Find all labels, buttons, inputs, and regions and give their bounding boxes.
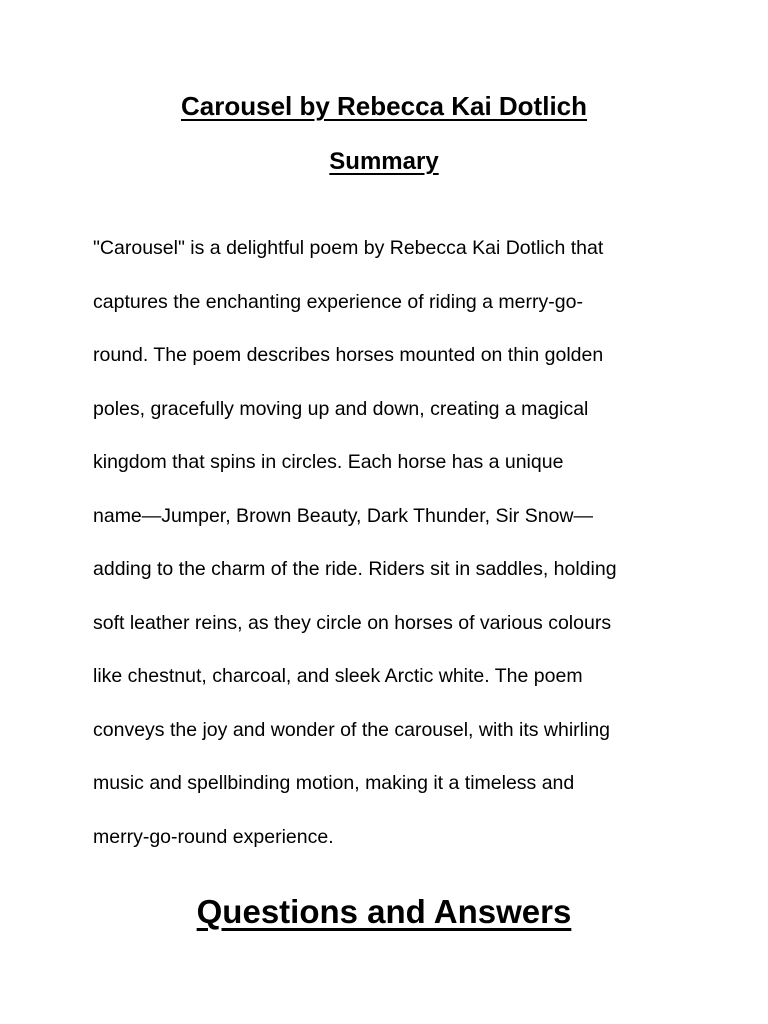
summary-line: captures the enchanting experience of riding a merry-go- <box>93 290 583 313</box>
summary-line: conveys the joy and wonder of the carousel, with its whirling <box>93 718 611 741</box>
summary-line: name—Jumper, Brown Beauty, Dark Thunder, Sir Snow— <box>93 504 594 527</box>
summary-line: poles, gracefully moving up and down, creating a magical <box>93 397 589 420</box>
document-title: Carousel by Rebecca Kai Dotlich <box>180 91 588 121</box>
summary-line: soft leather reins, as they circle on horses of various colours <box>93 611 612 634</box>
summary-line: music and spellbinding motion, making it a timeless and <box>93 772 575 794</box>
summary-line: "Carousel" is a delightful poem by Rebecca Kai Dotlich that <box>93 237 604 259</box>
summary-line: kingdom that spins in circles. Each horse has a unique <box>93 451 564 473</box>
summary-line: round. The poem describes horses mounted on thin golden <box>93 344 604 366</box>
summary-paragraph <box>93 230 693 872</box>
summary-line: merry-go-round experience. <box>93 825 334 848</box>
summary-heading: Summary <box>329 148 439 175</box>
summary-line: adding to the charm of the ride. Riders sit in saddles, holding <box>93 558 617 580</box>
questions-answers-heading: Questions and Answers <box>196 893 572 930</box>
summary-line: like chestnut, charcoal, and sleek Arctic white. The poem <box>93 665 583 687</box>
